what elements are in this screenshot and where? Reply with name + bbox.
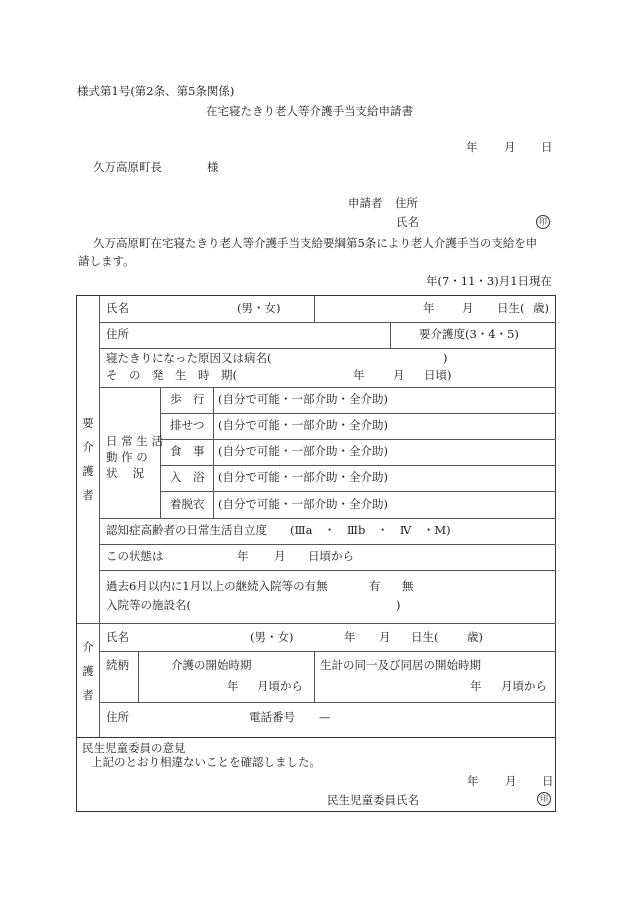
application-table xyxy=(76,295,556,738)
household-start-month: 月頃から xyxy=(501,679,547,693)
caregiver-sex: (男・女) xyxy=(250,630,294,644)
adl-item-label: 歩 行 xyxy=(170,392,205,406)
hospitalization-yes: 有 xyxy=(369,579,381,593)
care-start-label: 介護の開始時期 xyxy=(171,658,252,672)
commissioner-confirmation: 上記のとおり相違ないことを確認しました。 xyxy=(91,755,321,769)
adl-label-line2: 動 作 の xyxy=(106,450,148,464)
honorific: 様 xyxy=(207,160,219,174)
recipient-age: 歳) xyxy=(533,301,549,315)
adl-item-label: 着脱衣 xyxy=(170,497,205,511)
caregiver-phone-label: 電話番号 xyxy=(249,710,295,724)
onset-label: そ の 発 生 時 期( xyxy=(106,368,237,382)
dementia-level: 認知症高齢者の日常生活自立度 (Ⅲa ・ Ⅲb ・ Ⅳ ・M) xyxy=(106,523,451,537)
adl-item-label: 入 浴 xyxy=(170,470,205,484)
adl-item-value: (自分で可能・一部介助・全介助) xyxy=(218,418,388,432)
care-level: 要介護度(3・4・5) xyxy=(419,327,519,341)
recipient-address-label: 住所 xyxy=(106,327,129,341)
commissioner-date-month: 月 xyxy=(505,774,517,788)
recipient-birth-month: 月 xyxy=(462,301,474,315)
care-start-month: 月頃から xyxy=(257,679,303,693)
as-of-date: 年(7・11・3)月1日現在 xyxy=(426,274,553,288)
caregiver-address-label: 住所 xyxy=(106,710,129,724)
applicant-name-label: 氏名 xyxy=(396,215,419,229)
cause-close: ) xyxy=(443,351,448,365)
state-year: 年 xyxy=(237,549,249,563)
applicant-seal-icon: 印 xyxy=(536,215,550,229)
state-since-label: この状態は xyxy=(106,549,164,563)
facility-label: 入院等の施設名( xyxy=(106,598,191,612)
onset-year: 年 xyxy=(353,368,365,382)
hospitalization-label: 過去6月以内に1月以上の継続入院等の有無 xyxy=(106,579,328,593)
addressee: 久万高原町長 xyxy=(93,160,162,174)
form-number: 様式第1号(第2条、第5条関係) xyxy=(77,84,235,98)
recipient-name-label: 氏名 xyxy=(106,301,129,315)
onset-month: 月 xyxy=(393,368,405,382)
recipient-sex: (男・女) xyxy=(237,301,281,315)
recipient-birth-day: 日生( xyxy=(497,301,525,315)
onset-day: 日頃) xyxy=(424,368,452,382)
date-day: 日 xyxy=(541,140,553,154)
adl-item-label: 排せつ xyxy=(170,418,205,432)
state-day: 日頃から xyxy=(308,549,354,563)
adl-item-value: (自分で可能・一部介助・全介助) xyxy=(218,470,388,484)
adl-item-label: 食 事 xyxy=(170,444,205,458)
caregiver-birth-month: 月 xyxy=(379,630,391,644)
commissioner-date-year: 年 xyxy=(467,774,479,788)
caregiver-age: 歳) xyxy=(467,630,483,644)
cause-label: 寝たきりになった原因又は病名( xyxy=(106,351,272,365)
adl-item-value: (自分で可能・一部介助・全介助) xyxy=(218,444,388,458)
commissioner-seal-icon: 印 xyxy=(537,792,551,806)
applicant-label: 申請者 xyxy=(348,196,383,210)
applicant-address-label: 住所 xyxy=(395,196,418,210)
commissioner-name-label: 民生児童委員氏名 xyxy=(327,793,419,807)
caregiver-name-label: 氏名 xyxy=(106,630,129,644)
caregiver-birth-day: 日生( xyxy=(411,630,439,644)
adl-item-value: (自分で可能・一部介助・全介助) xyxy=(218,392,388,406)
facility-close: ) xyxy=(396,598,401,612)
adl-label-line3: 状 況 xyxy=(106,466,145,480)
caregiver-section-label: 介 護 者 xyxy=(82,640,94,702)
care-recipient-section-label: 要 介 護 者 xyxy=(82,416,94,502)
caregiver-birth-year: 年 xyxy=(344,630,356,644)
date-month: 月 xyxy=(504,140,516,154)
adl-item-value: (自分で可能・一部介助・全介助) xyxy=(218,497,388,511)
commissioner-date-day: 日 xyxy=(542,774,554,788)
body-text-line2: 請します。 xyxy=(78,254,135,268)
relation-label: 続柄 xyxy=(106,658,129,672)
state-month: 月 xyxy=(274,549,286,563)
household-start-year: 年 xyxy=(470,679,482,693)
commissioner-box xyxy=(76,738,556,812)
document-title: 在宅寝たきり老人等介護手当支給申請書 xyxy=(206,104,413,118)
household-start-label: 生計の同一及び同居の開始時期 xyxy=(320,658,481,672)
care-start-year: 年 xyxy=(227,679,239,693)
date-year: 年 xyxy=(466,140,478,154)
commissioner-opinion-label: 民生児童委員の意見 xyxy=(82,741,186,755)
adl-label-line1: 日 常 生 活 xyxy=(106,434,163,448)
body-text-line1: 久万高原町在宅寝たきり老人等介護手当支給要綱第5条により老人介護手当の支給を申 xyxy=(93,236,538,250)
hospitalization-no: 無 xyxy=(402,579,414,593)
caregiver-phone-dash: — xyxy=(319,710,331,724)
recipient-birth-year: 年 xyxy=(423,301,435,315)
